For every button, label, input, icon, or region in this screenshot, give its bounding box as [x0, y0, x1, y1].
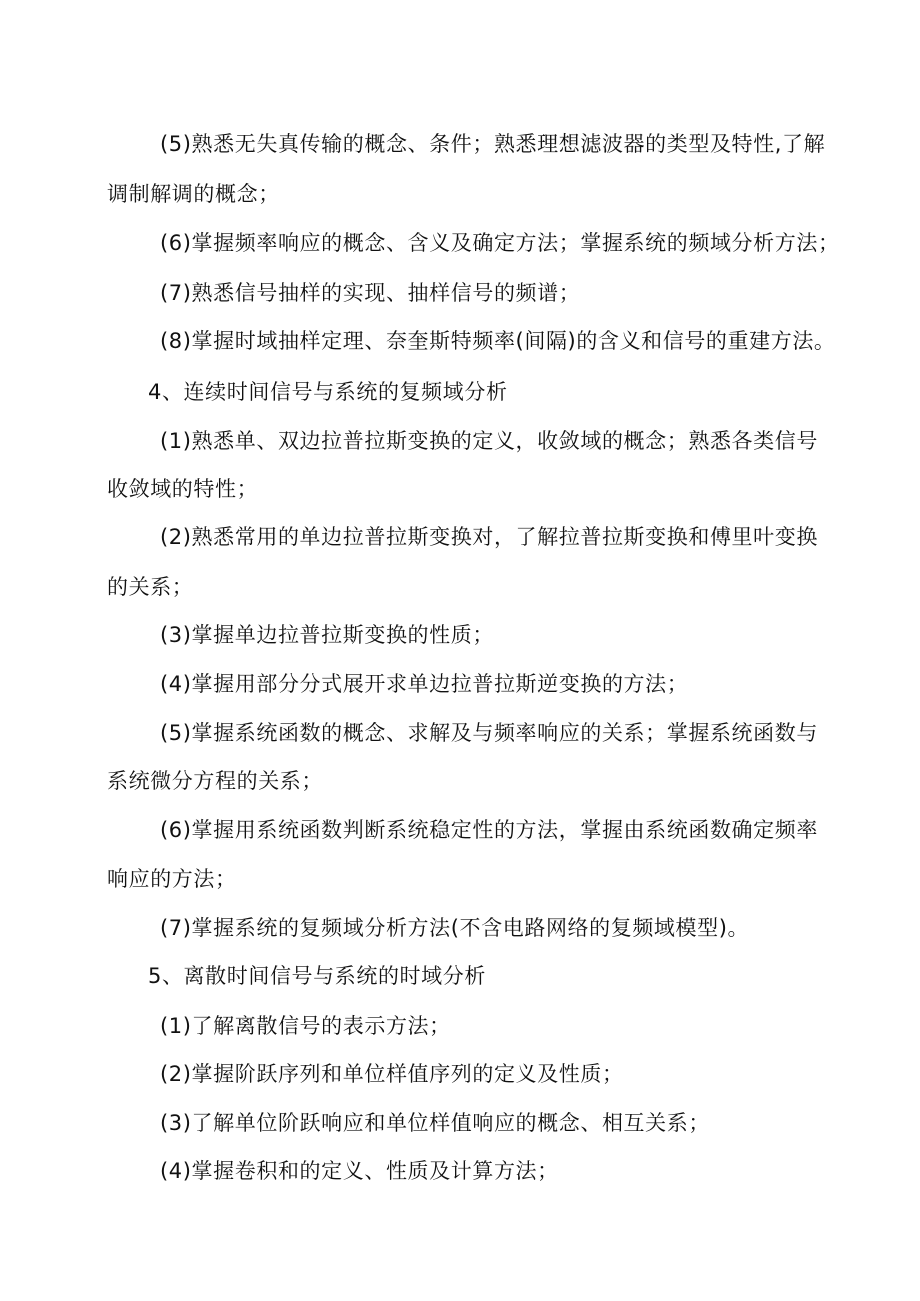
item-2-step-and-impulse-sequences: (2)掌握阶跃序列和单位样值序列的定义及性质； — [160, 1062, 624, 1086]
item-5-system-function-continuation: 系统微分方程的关系； — [107, 769, 323, 793]
item-4-convolution-sum: (4)掌握卷积和的定义、性质及计算方法； — [160, 1159, 559, 1183]
item-5-continuation: 调制解调的概念； — [107, 182, 280, 206]
item-7-complex-frequency-analysis: (7)掌握系统的复频域分析方法(不含电路网络的复频域模型)。 — [160, 916, 750, 940]
item-1-continuation: 收敛域的特性； — [107, 477, 259, 501]
item-6-continuation: 响应的方法； — [107, 867, 237, 891]
item-3-laplace-properties: (3)掌握单边拉普拉斯变换的性质； — [160, 623, 494, 647]
item-5-system-function: (5)掌握系统函数的概念、求解及与频率响应的关系；掌握系统函数与 — [160, 721, 818, 745]
item-5-frequency-distortionless: (5)熟悉无失真传输的概念、条件；熟悉理想滤波器的类型及特性,了解 — [160, 132, 826, 156]
item-1-laplace-definition: (1)熟悉单、双边拉普拉斯变换的定义，收敛域的概念；熟悉各类信号 — [160, 429, 818, 453]
item-4-partial-fractions: (4)掌握用部分分式展开求单边拉普拉斯逆变换的方法； — [160, 672, 689, 696]
section-5-heading: 5、离散时间信号与系统的时域分析 — [148, 964, 486, 988]
item-7-sampling: (7)熟悉信号抽样的实现、抽样信号的频谱； — [160, 281, 581, 305]
item-2-laplace-pairs: (2)熟悉常用的单边拉普拉斯变换对，了解拉普拉斯变换和傅里叶变换 — [160, 525, 818, 549]
item-8-sampling-theorem: (8)掌握时域抽样定理、奈奎斯特频率(间隔)的含义和信号的重建方法。 — [160, 329, 836, 353]
item-6-frequency-response: (6)掌握频率响应的概念、含义及确定方法；掌握系统的频域分析方法； — [160, 231, 840, 255]
item-2-continuation: 的关系； — [107, 575, 194, 599]
item-1-discrete-representation: (1)了解离散信号的表示方法； — [160, 1014, 451, 1038]
item-6-stability: (6)掌握用系统函数判断系统稳定性的方法，掌握由系统函数确定频率 — [160, 818, 818, 842]
item-3-responses: (3)了解单位阶跃响应和单位样值响应的概念、相互关系； — [160, 1111, 710, 1135]
section-4-heading: 4、连续时间信号与系统的复频域分析 — [148, 380, 508, 404]
